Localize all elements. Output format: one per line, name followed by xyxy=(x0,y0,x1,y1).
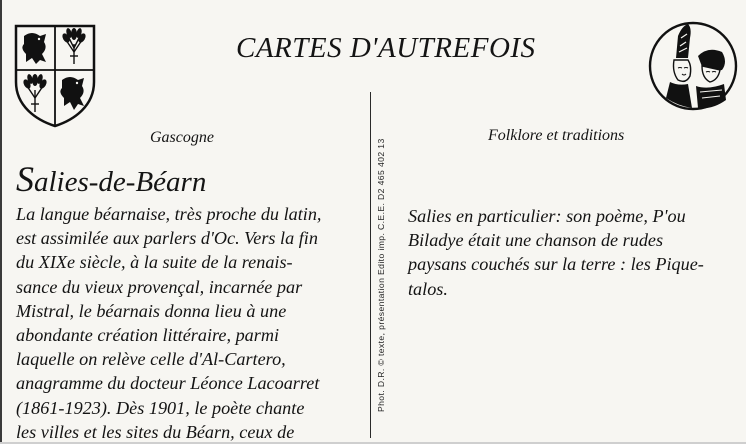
costume-portrait-icon xyxy=(648,16,738,116)
text-line: Salies en particulier: son poème, P'ou xyxy=(408,206,686,226)
text-line: est assimilée aux parlers d'Oc. Vers la fin xyxy=(16,228,318,249)
text-line: sance du vieux provençal, incarnée par xyxy=(16,276,303,297)
center-divider xyxy=(370,92,371,438)
publisher-credit: Phot. D.R. © texte, présentation Edito imp. C.E.E. D2 465 402 13 xyxy=(376,138,386,412)
text-line: La langue béarnaise, très proche du latin, xyxy=(16,204,322,224)
right-body-text xyxy=(408,204,738,301)
text-line: paysans couchés sur la terre : les Pique- xyxy=(408,254,704,275)
left-body-text xyxy=(16,202,356,444)
text-line: laquelle on relève celle d'Al-Cartero, xyxy=(16,349,286,370)
text-line: du XIXe siècle, à la suite de la renais- xyxy=(16,252,293,273)
text-line: Biladye était une chanson de rudes xyxy=(408,230,664,251)
coat-of-arms-icon xyxy=(12,22,98,128)
theme-heading: Folklore et traditions xyxy=(488,127,625,144)
text-line: abondante création littéraire, parmi xyxy=(16,325,280,346)
text-line: les villes et les sites du Béarn, ceux de xyxy=(16,421,295,442)
place-title xyxy=(16,158,206,200)
region-heading: Gascogne xyxy=(150,129,214,146)
place-title-rest: alies-de-Béarn xyxy=(34,166,207,198)
place-title-initial: S xyxy=(16,159,34,199)
text-line: anagramme du docteur Léonce Lacoarret xyxy=(16,373,320,394)
left-edge-line xyxy=(0,0,2,444)
text-line: talos. xyxy=(408,278,448,299)
page-title: CARTES D'AUTREFOIS xyxy=(236,32,536,64)
text-line: (1861-1923). Dès 1901, le poète chante xyxy=(16,397,305,418)
text-line: Mistral, le béarnais donna lieu à une xyxy=(16,300,287,321)
